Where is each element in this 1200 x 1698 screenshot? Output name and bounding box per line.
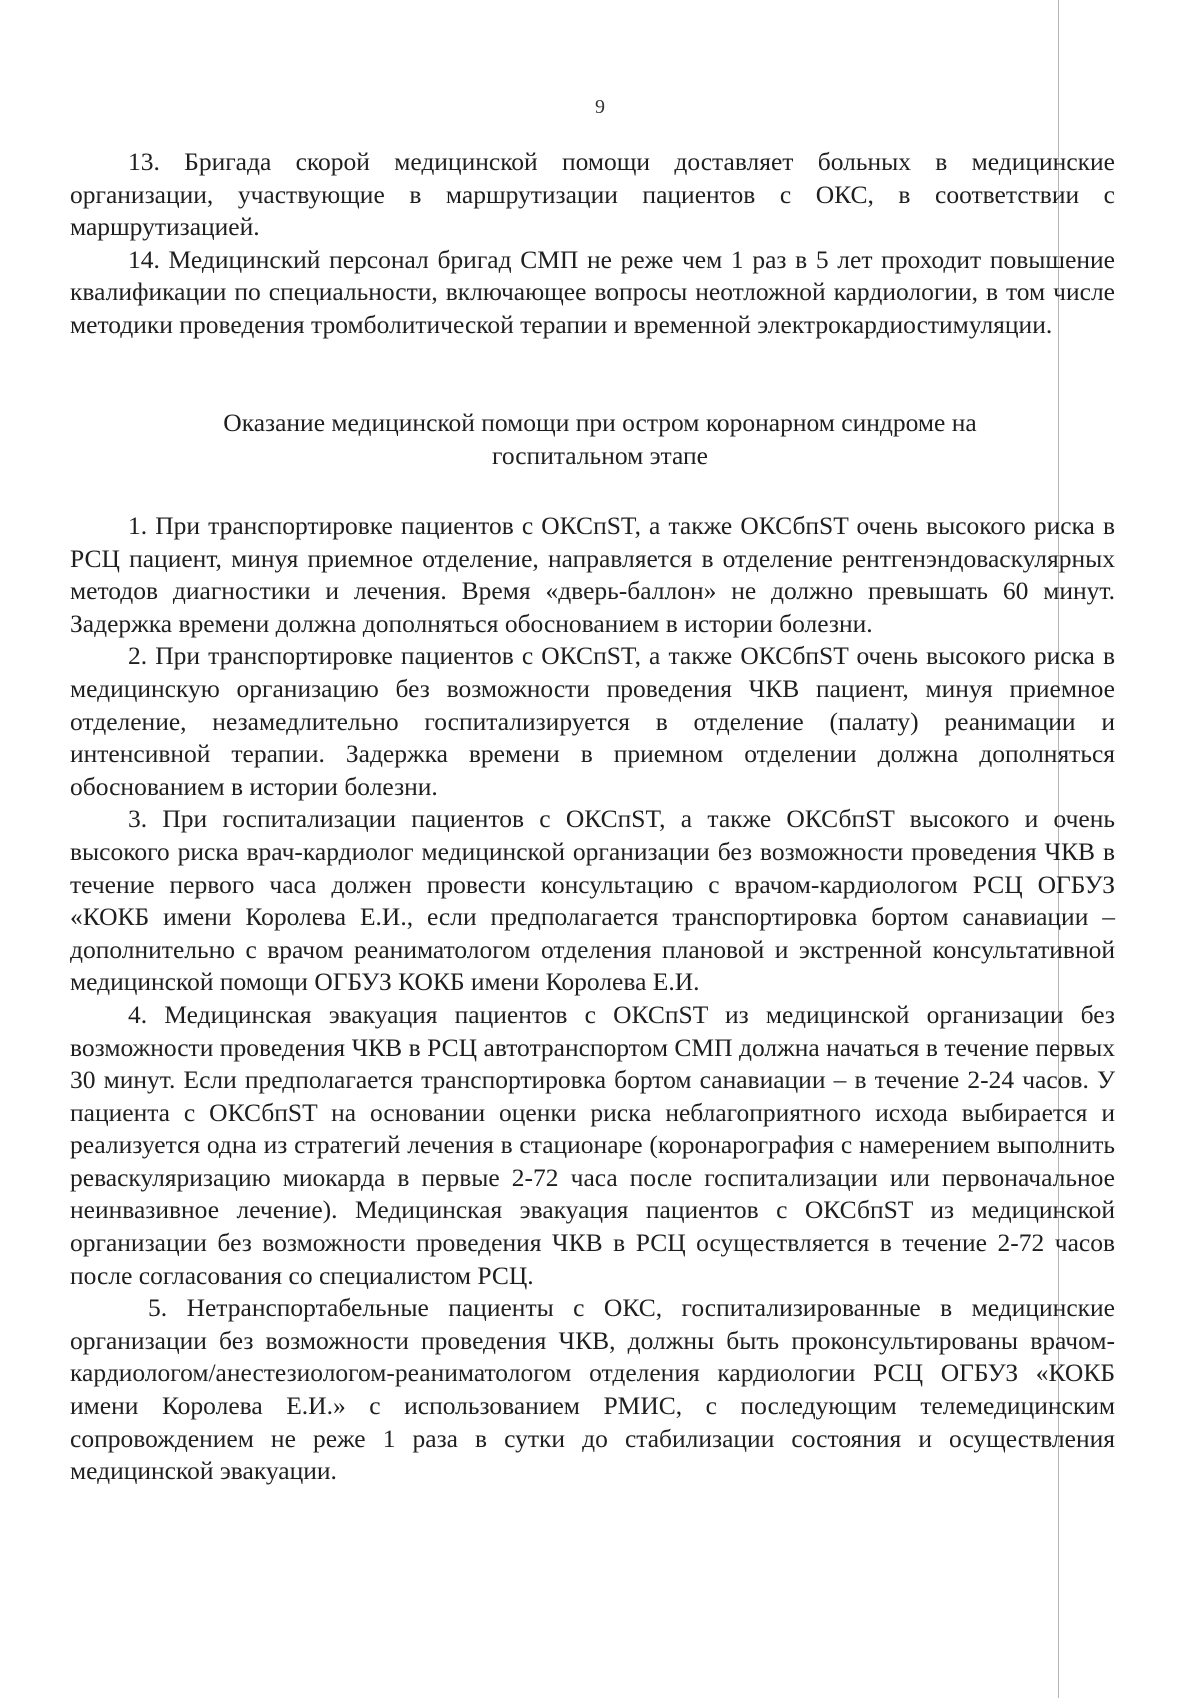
section-paragraph-5: 5. Нетранспортабельные пациенты с ОКС, госпитализированные в медицинские организации без возможности проведения ЧКВ, должны быть проконсультированы врачом-кардиологом/анестезиологом-реаниматологом отделения кардиологии РСЦ ОГБУЗ «КОКБ имени Королева Е.И.» с использованием РМИС, с последующим телемедицинским сопровождением не реже 1 раза в сутки до стабилизации состояния и осуществления медицинской эвакуации.: [70, 1293, 1115, 1486]
section-heading: Оказание медицинской помощи при остром коронарном синдроме на госпитальном этапе: [223, 408, 977, 470]
section-paragraph-1: 1. При транспортировке пациентов с ОКСпST, а также ОКСбпST очень высокого риска в РСЦ пациент, минуя приемное отделение, направляется в отделение рентгенэндоваскулярных методов диагностики и лечения. Время «дверь-баллон» не должно превышать 60 минут. Задержка времени должна дополняться обоснованием в истории болезни.: [70, 511, 1115, 638]
intro-block: [70, 146, 1115, 342]
section-paragraph-3: 3. При госпитализации пациентов с ОКСпST, а также ОКСбпST высокого и очень высокого риска врач-кардиолог медицинской организации без возможности проведения ЧКВ в течение первого часа должен провести консультацию с врачом-кардиологом РСЦ ОГБУЗ «КОКБ имени Королева Е.И., если предполагается транспортировка бортом санавиации – дополнительно с врачом реаниматологом отделения плановой и экстренной консультативной медицинской помощи ОГБУЗ КОКБ имени Королева Е.И.: [70, 804, 1115, 997]
paragraph-14: 14. Медицинский персонал бригад СМП не реже чем 1 раз в 5 лет проходит повышение квалификации по специальности, включающее вопросы неотложной кардиологии, в том числе методики проведения тромболитической терапии и временной электрокардиостимуляции.: [70, 244, 1115, 339]
section-paragraph-2: 2. При транспортировке пациентов с ОКСпST, а также ОКСбпST очень высокого риска в медицинскую организацию без возможности проведения ЧКВ пациент, минуя приемное отделение, незамедлительно госпитализируется в отделение (палату) реанимации и интенсивной терапии. Задержка времени в приемном отделении должна дополняться обоснованием в истории болезни.: [70, 641, 1115, 801]
paragraph-13: 13. Бригада скорой медицинской помощи доставляет больных в медицинские организации, участвующие в маршрутизации пациентов с ОКС, в соответствии с маршрутизацией.: [70, 147, 1115, 242]
page-number: 9: [595, 96, 605, 118]
section-body: [70, 510, 1115, 1488]
section-paragraph-4: 4. Медицинская эвакуация пациентов с ОКСпST из медицинской организации без возможности проведения ЧКВ в РСЦ автотранспортом СМП должна начаться в течение первых 30 минут. Если предполагается транспортировка бортом санавиации – в течение 2-24 часов. У пациента с ОКСбпST на основании оценки риска неблагоприятного исхода выбирается и реализуется одна из стратегий лечения в стационаре (коронарография с намерением выполнить реваскуляризацию миокарда в первые 2-72 часа после госпитализации или первоначальное неинвазивное лечение). Медицинская эвакуация пациентов с ОКСбпST из медицинской организации без возможности проведения ЧКВ в РСЦ осуществляется в течение 2-72 часов после согласования со специалистом РСЦ.: [70, 999, 1115, 1290]
